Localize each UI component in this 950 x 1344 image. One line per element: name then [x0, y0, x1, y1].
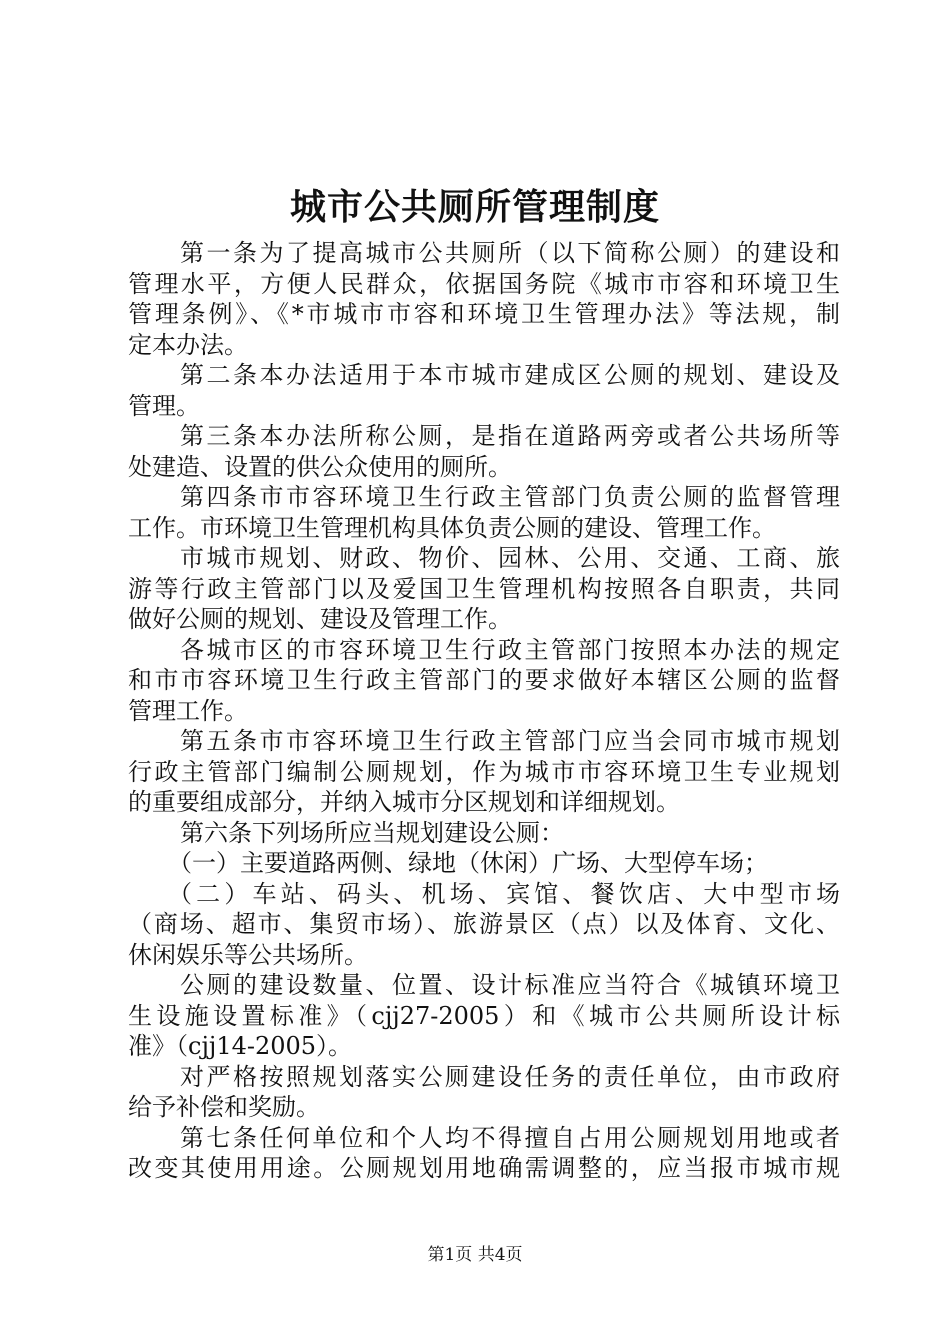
document-body	[128, 238, 840, 1184]
document-title: 城市公共厕所管理制度	[289, 187, 660, 228]
body-line: 游等行政主管部门以及爱国卫生管理机构按照各自职责，共同	[128, 574, 840, 603]
body-line: 管理条例》、《*市城市市容和环境卫生管理办法》等法规，制	[128, 300, 840, 328]
body-line: 第四条市市容环境卫生行政主管部门负责公厕的监督管理	[180, 483, 840, 511]
body-line: 生设施设置标准》（cjj27-2005）和《城市公共厕所设计标	[128, 1001, 840, 1030]
body-line: 管理工作。	[128, 696, 248, 725]
body-line: 准》（cjj14-2005）。	[128, 1032, 353, 1060]
body-line: 和市市容环境卫生行政主管部门的要求做好本辖区公厕的监督	[128, 666, 840, 694]
body-line: 公厕的建设数量、位置、设计标准应当符合《城镇环境卫	[180, 971, 840, 999]
body-line: 行政主管部门编制公厕规划，作为城市市容环境卫生专业规划	[128, 757, 840, 786]
body-line: 各城市区的市容环境卫生行政主管部门按照本办法的规定	[180, 635, 840, 664]
body-line: 改变其使用用途。公厕规划用地确需调整的，应当报市城市规	[128, 1154, 840, 1182]
body-line: 第三条本办法所称公厕，是指在道路两旁或者公共场所等	[180, 422, 840, 450]
body-line: （一）主要道路两侧、绿地（休闲）广场、大型停车场；	[168, 849, 768, 877]
body-line: 第六条下列场所应当规划建设公厕：	[180, 818, 564, 847]
body-line: （商场、超市、集贸市场）、旅游景区（点）以及体育、文化、	[128, 910, 840, 938]
body-line: 做好公厕的规划、建设及管理工作。	[128, 605, 512, 633]
body-line: （二）车站、码头、机场、宾馆、餐饮店、大中型市场	[168, 879, 840, 908]
body-line: 市城市规划、财政、物价、园林、公用、交通、工商、旅	[180, 544, 840, 572]
page-footer: 第1页 共4页	[427, 1245, 523, 1265]
body-line: 第七条任何单位和个人均不得擅自占用公厕规划用地或者	[180, 1123, 840, 1152]
body-line: 处建造、设置的供公众使用的厕所。	[128, 452, 512, 481]
body-line: 第一条为了提高城市公共厕所（以下简称公厕）的建设和	[180, 239, 840, 267]
body-line: 管理。	[128, 391, 200, 420]
body-line: 工作。市环境卫生管理机构具体负责公厕的建设、管理工作。	[128, 513, 776, 542]
body-line: 定本办法。	[128, 330, 248, 359]
body-line: 对严格按照规划落实公厕建设任务的责任单位，由市政府	[180, 1062, 840, 1091]
body-line: 管理水平，方便人民群众，依据国务院《城市市容和环境卫生	[128, 269, 840, 298]
body-line: 第五条市市容环境卫生行政主管部门应当会同市城市规划	[180, 727, 840, 755]
body-line: 第二条本办法适用于本市城市建成区公厕的规划、建设及	[180, 361, 840, 389]
body-line: 的重要组成部分，并纳入城市分区规划和详细规划。	[128, 788, 680, 816]
body-line: 休闲娱乐等公共场所。	[128, 940, 368, 969]
body-line: 给予补偿和奖励。	[128, 1093, 320, 1121]
